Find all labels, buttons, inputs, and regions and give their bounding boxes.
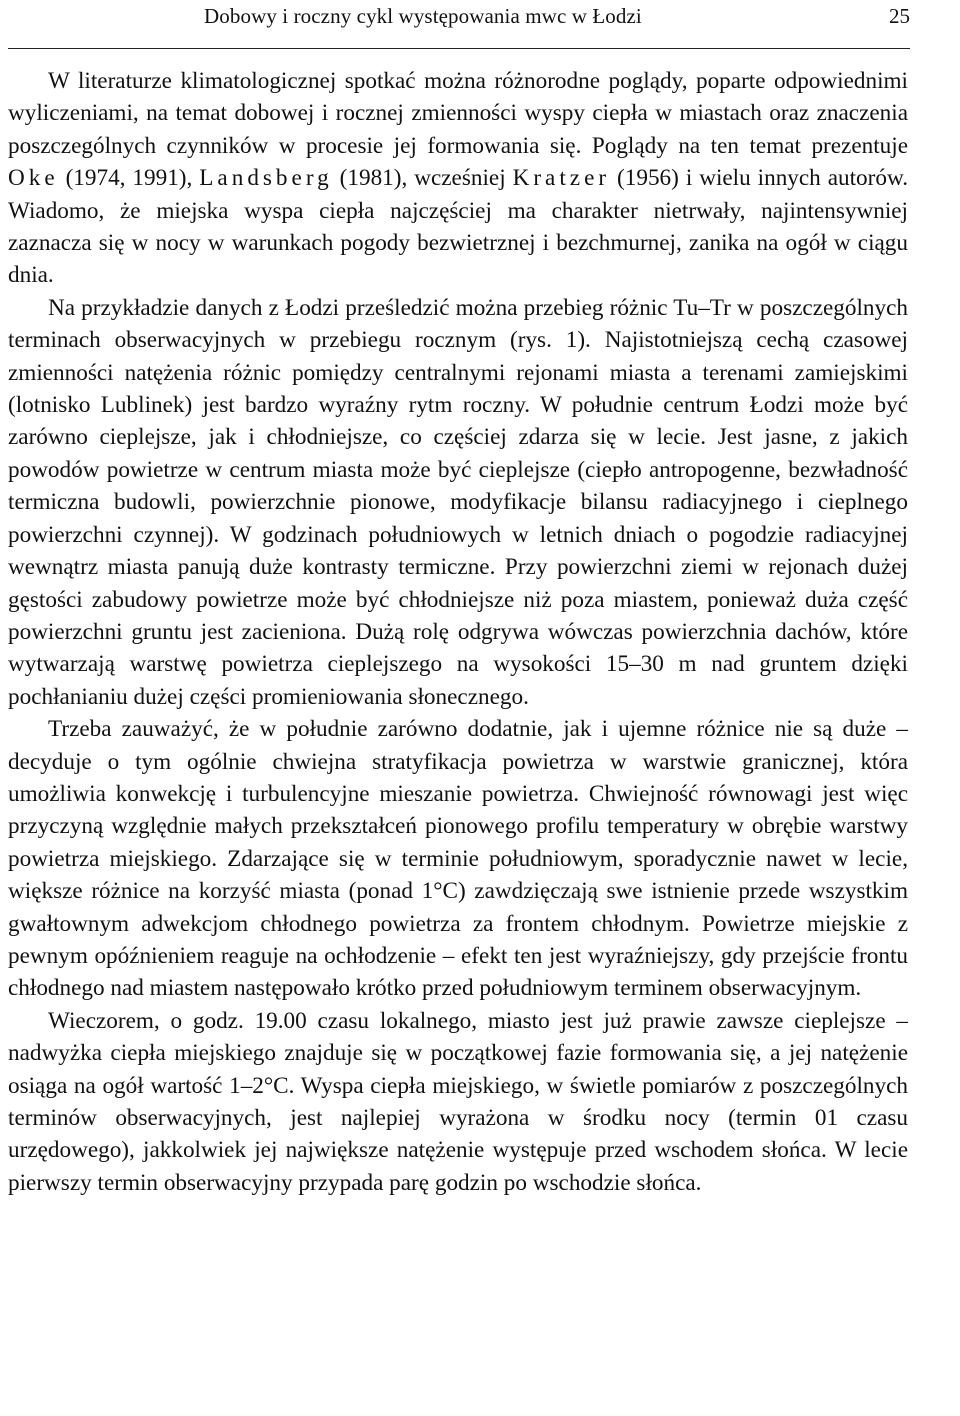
author-name: Landsberg (199, 165, 333, 192)
running-head (8, 0, 910, 49)
paragraph-evening: Wieczorem, o godz. 19.00 czasu lokalnego, miasto jest już prawie zawsze cieplejsze – nadwyżka ciepła miejskiego znajduje się w początkowej fazie formowania się, a jej natężenie osiąga na ogół wartość 1–2°C. Wyspa ciepła miejskiego, w świetle pomiarów z poszczególnych terminów obserwacyjnych, jest najlepiej wyrażona w środku nocy (termin 01 czasu urzędowego), jakkolwiek jej największe natężenie występuje przed wschodem słońca. W lecie pierwszy termin obserwacyjny przypada parę godzin po wschodzie słońca. (8, 1007, 908, 1196)
paragraph-text: W literaturze klimatologicznej spotkać można różnorodne poglądy, poparte odpowiednimi wyliczeniami, na temat dobowej i rocznej zmienności wyspy ciepła w miastach oraz znaczenia poszczególnych czynników w procesie jej formowania się. Poglądy na ten temat prezentuje (8, 68, 908, 159)
page-number: 25 (889, 4, 910, 28)
paragraph-lodz-data: Na przykładzie danych z Łodzi prześledzić można przebieg różnic Tu–Tr w poszczególnych terminach obserwacyjnych w przebiegu rocznym (rys. 1). Najistotniejszą cechą czasowej zmienności natężenia różnic pomiędzy centralnymi rejonami miasta a terenami zamiejskimi (lotnisko Lublinek) jest bardzo wyraźny rytm roczny. W południe centrum Łodzi może być zarówno cieplejsze, jak i chłodniejsze, co częściej zdarza się w lecie. Jest jasne, z jakich powodów powietrze w centrum miasta może być cieplejsze (ciepło antropogenne, bezwładność termiczna budowli, powierzchnie pionowe, modyfikacje bilansu radiacyjnego i cieplnego powierzchni czynnej). W godzinach południowych w letnich dniach o pogodzie radiacyjnej wewnątrz miasta panują duże kontrasty termiczne. Przy powierzchni ziemi w rejonach dużej gęstości zabudowy powietrze może być chłodniejsze niż poza miastem, ponieważ duża część powierzchni gruntu jest zacieniona. Dużą rolę odgrywa wówczas powierzchnia dachów, które wytwarzają warstwę powietrza cieplejszego na wysokości 15–30 m nad gruntem dzięki pochłanianiu dużej części promieniowania słonecznego. (8, 294, 908, 710)
author-name: Oke (8, 165, 59, 192)
paragraph-noon-differences: Trzeba zauważyć, że w południe zarówno dodatnie, jak i ujemne różnice nie są duże – decyduje o tym ogólnie chwiejna stratyfikacja powietrza w warstwie granicznej, która umożliwia konwekcję i turbulencyjne mieszanie powietrza. Chwiejność równowagi jest więc przyczyną względnie małych przekształceń pionowego profilu temperatury w obrębie warstwy powietrza miejskiego. Zdarzające się w terminie południowym, sporadycznie nawet w lecie, większe różnice na korzyść miasta (ponad 1°C) zawdzięczają swe istnienie przede wszystkim gwałtownym adwekcjom chłodnego powietrza za frontem chłodnym. Powietrze miejskie z pewnym opóźnieniem reaguje na ochłodzenie – efekt ten jest wyraźniejszy, gdy przejście frontu chłodnego nad miastem następowało krótko przed południowym terminem obserwacyjnym. (8, 716, 908, 1002)
book-page (8, 0, 908, 1199)
author-name: Kratzer (512, 165, 611, 192)
running-title: Dobowy i roczny cykl występowania mwc w Łodzi (204, 4, 642, 28)
paragraph-text: (1956) i wielu innych autorów. Wiadomo, że miejska wyspa ciepła najczęściej ma charakter nietrwały, najintensywniej zaznacza się w nocy w warunkach pogody bezwietrznej i bezchmurnej, zanika na ogół w ciągu dnia. (8, 165, 908, 289)
paragraph-text: (1974, 1991), (58, 165, 200, 192)
paragraph-text: (1981), wcześniej (332, 165, 513, 192)
body-text (8, 65, 908, 1199)
paragraph-literature (8, 65, 908, 292)
